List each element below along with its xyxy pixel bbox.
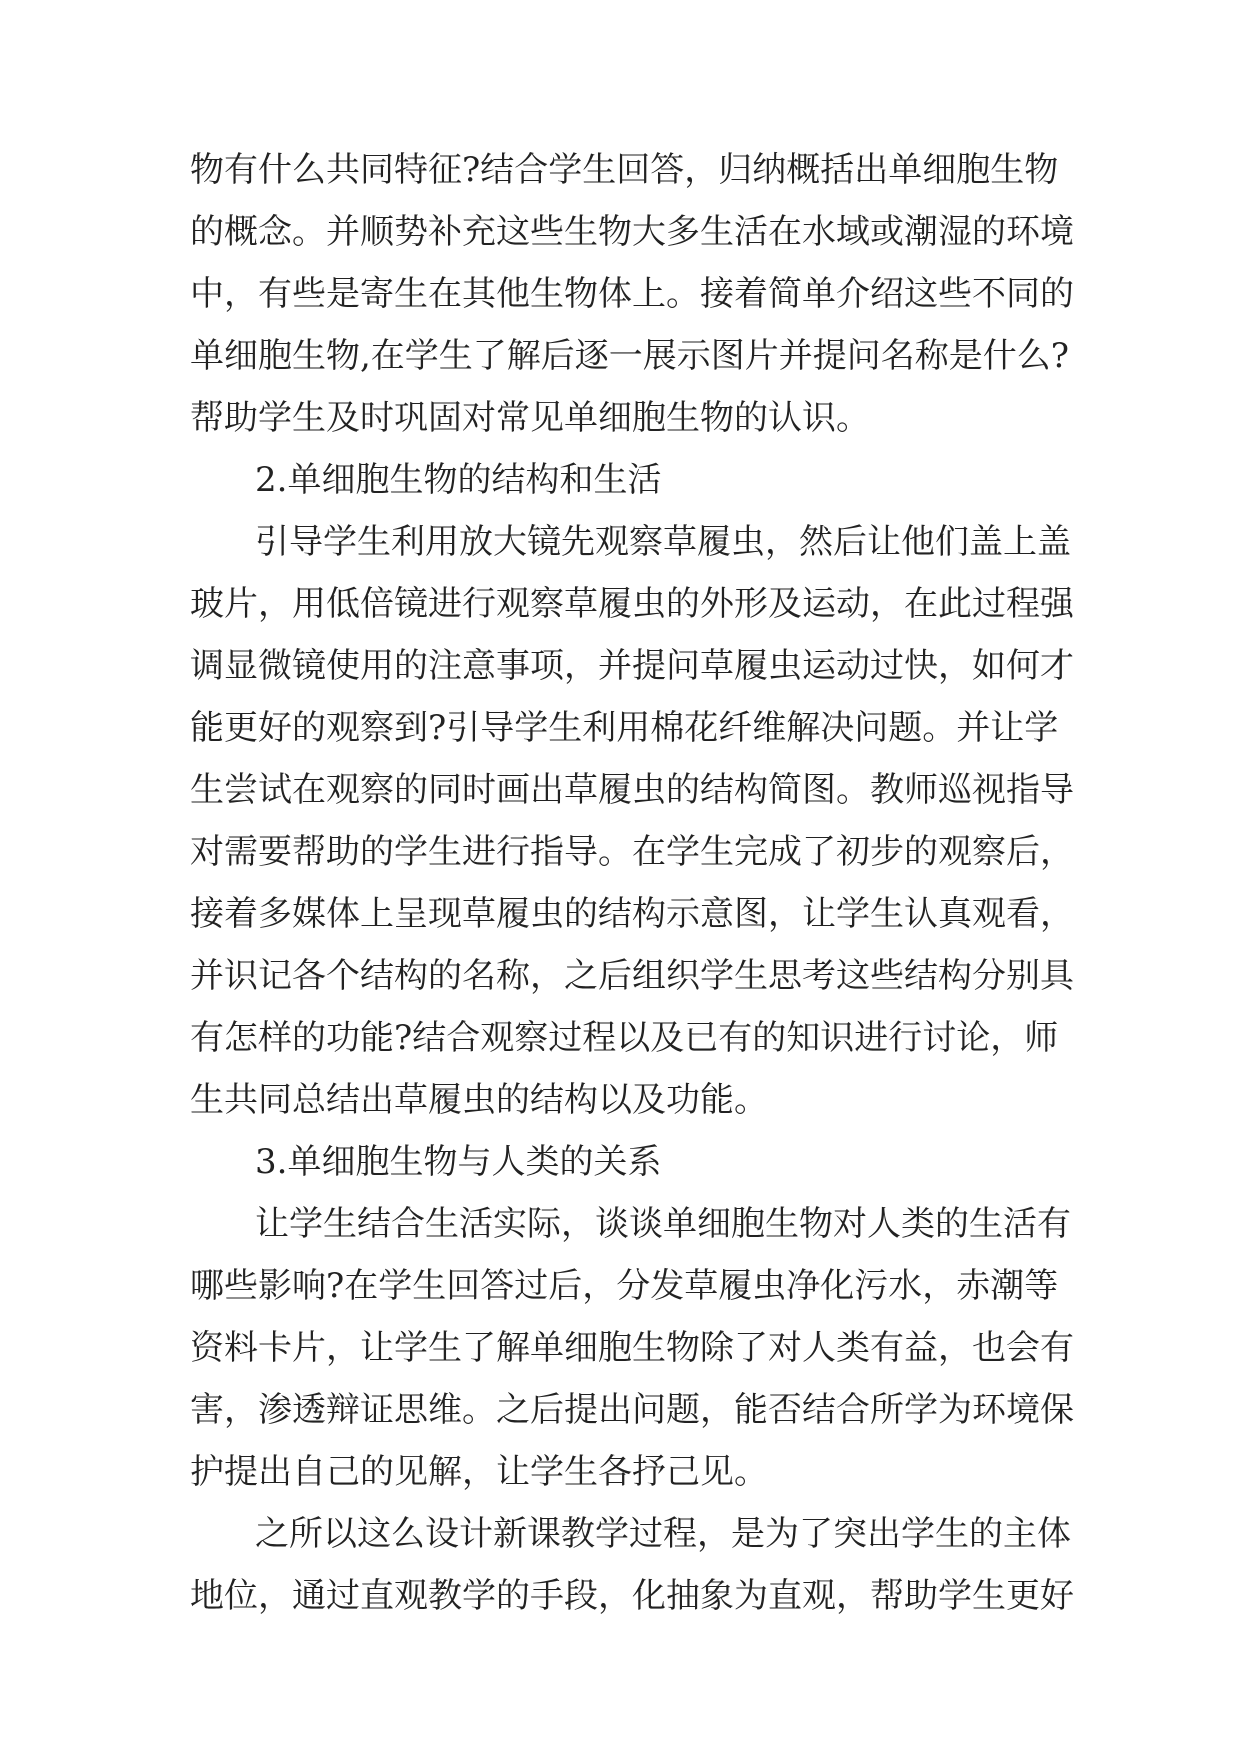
text-line: 调显微镜使用的注意事项，并提问草履虫运动过快，如何才 bbox=[190, 646, 1074, 686]
text-line: 能更好的观察到?引导学生利用棉花纤维解决问题。并让学 bbox=[190, 708, 1059, 748]
text-line: 中，有些是寄生在其他生物体上。接着简单介绍这些不同的 bbox=[190, 274, 1074, 314]
text-line: 的概念。并顺势补充这些生物大多生活在水域或潮湿的环境 bbox=[190, 212, 1074, 252]
text-line: 哪些影响?在学生回答过后，分发草履虫净化污水，赤潮等 bbox=[190, 1266, 1059, 1306]
text-line: 玻片，用低倍镜进行观察草履虫的外形及运动，在此过程强 bbox=[190, 584, 1074, 624]
text-line: 地位，通过直观教学的手段，化抽象为直观，帮助学生更好 bbox=[190, 1576, 1074, 1616]
text-line: 接着多媒体上呈现草履虫的结构示意图，让学生认真观看， bbox=[190, 894, 1074, 934]
text-line: 对需要帮助的学生进行指导。在学生完成了初步的观察后， bbox=[190, 832, 1074, 872]
text-line: 并识记各个结构的名称，之后组织学生思考这些结构分别具 bbox=[190, 956, 1074, 996]
text-line: 生尝试在观察的同时画出草履虫的结构简图。教师巡视指导 bbox=[190, 770, 1074, 810]
text-line: 之所以这么设计新课教学过程，是为了突出学生的主体 bbox=[255, 1514, 1071, 1554]
section-heading: 3.单细胞生物与人类的关系 bbox=[255, 1142, 662, 1182]
text-line: 物有什么共同特征?结合学生回答，归纳概括出单细胞生物 bbox=[190, 150, 1059, 190]
text-line: 生共同总结出草履虫的结构以及功能。 bbox=[190, 1080, 768, 1120]
text-line: 帮助学生及时巩固对常见单细胞生物的认识。 bbox=[190, 398, 870, 438]
section-heading: 2.单细胞生物的结构和生活 bbox=[255, 460, 662, 500]
text-line: 护提出自己的见解，让学生各抒己见。 bbox=[190, 1452, 768, 1492]
text-line: 让学生结合生活实际，谈谈单细胞生物对人类的生活有 bbox=[255, 1204, 1071, 1244]
text-line: 引导学生利用放大镜先观察草履虫，然后让他们盖上盖 bbox=[255, 522, 1071, 562]
text-line: 有怎样的功能?结合观察过程以及已有的知识进行讨论，师 bbox=[190, 1018, 1059, 1058]
text-line: 害，渗透辩证思维。之后提出问题，能否结合所学为环境保 bbox=[190, 1390, 1074, 1430]
text-line: 资料卡片，让学生了解单细胞生物除了对人类有益，也会有 bbox=[190, 1328, 1074, 1368]
text-line: 单细胞生物,在学生了解后逐一展示图片并提问名称是什么? bbox=[190, 336, 1070, 376]
